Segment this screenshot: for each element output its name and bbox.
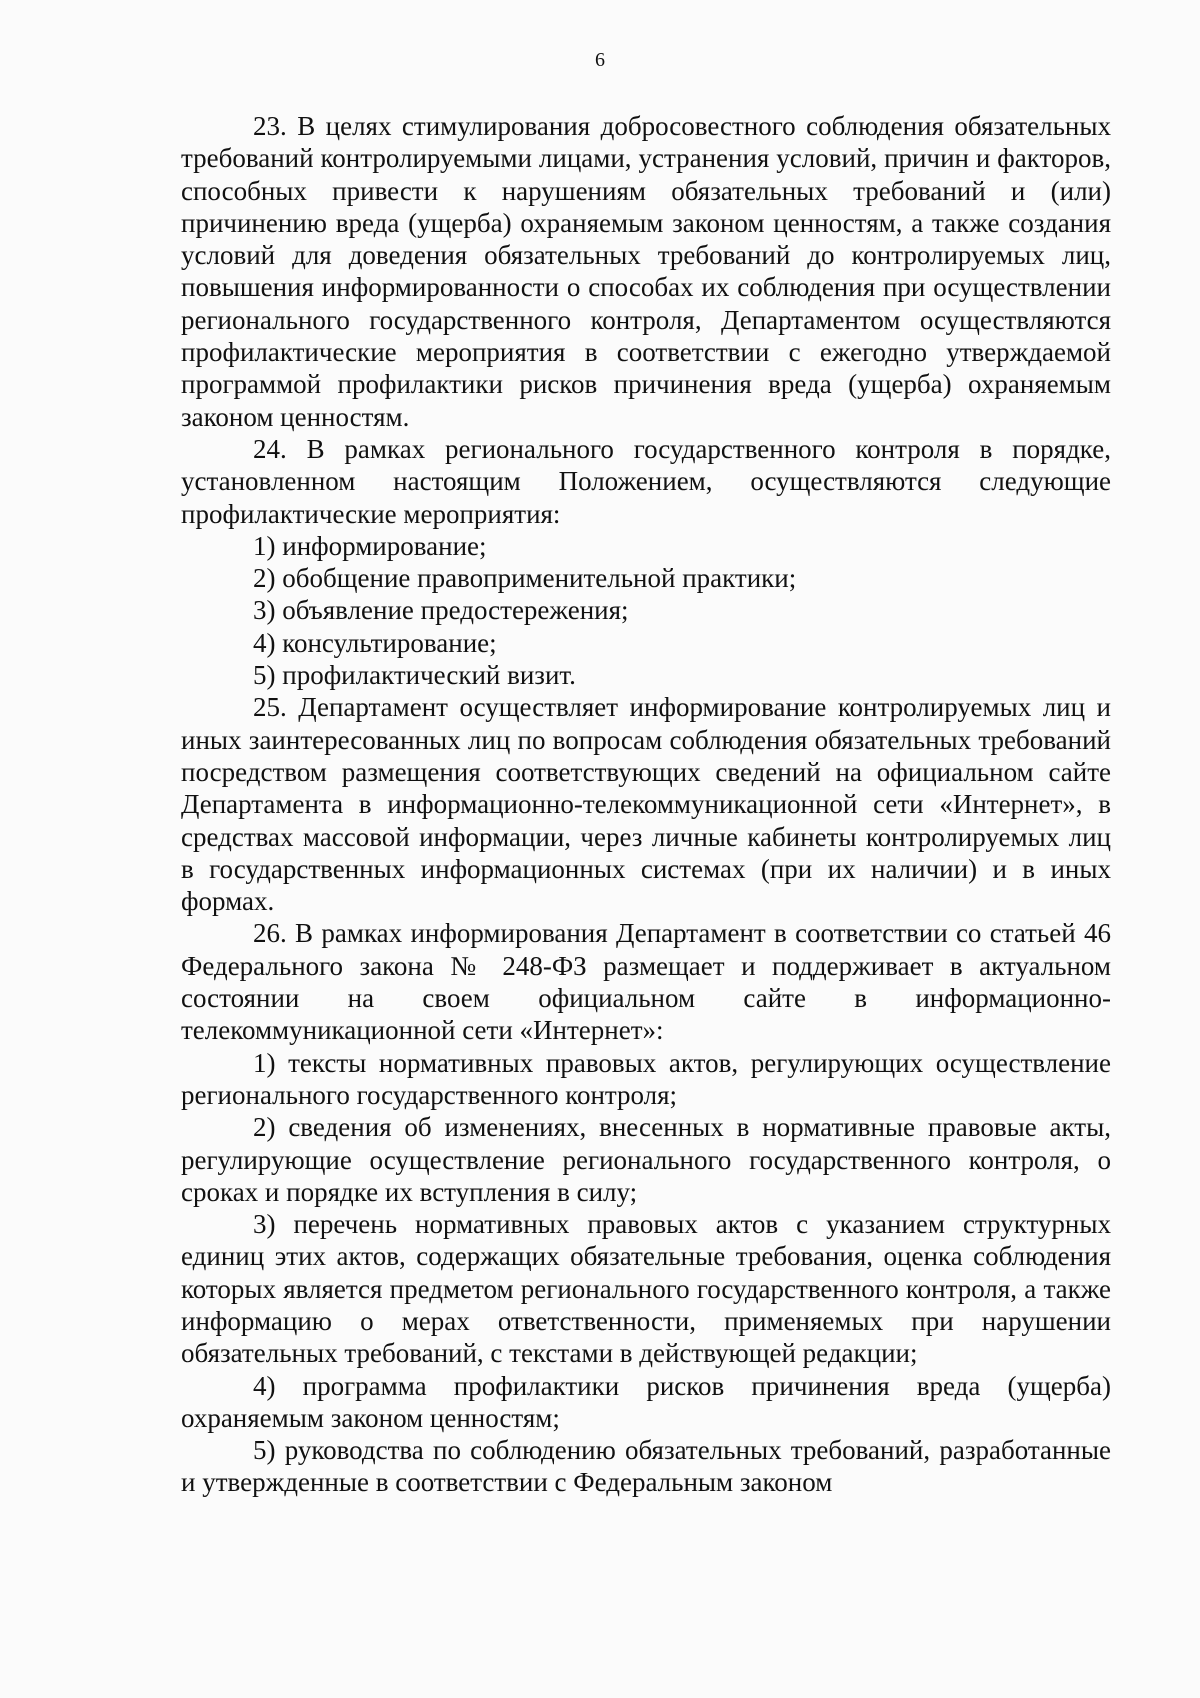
- paragraph: 3) перечень нормативных правовых актов с указанием структурных единиц этих актов, содержащих обязательные требования, оценка соблюдения которых является предметом регионального государственного контроля, а также информацию о мерах ответственности, применяемых при нарушении обязательных требований, с текстами в действующей редакции;: [181, 1209, 1111, 1369]
- paragraph: 1) тексты нормативных правовых актов, регулирующих осуществление регионального государственного контроля;: [181, 1047, 1111, 1110]
- paragraph: 5) руководства по соблюдению обязательных требований, разработанные и утвержденные в соответствии с Федеральным законом: [181, 1435, 1111, 1498]
- list-item: 2) обобщение правоприменительной практики;: [253, 563, 797, 594]
- paragraph: 23. В целях стимулирования добросовестного соблюдения обязательных требований контролируемыми лицами, устранения условий, причин и факторов, способных привести к нарушениям обязательных требований и (или) причинению вреда (ущерба) охраняемым законом ценностям, а также создания условий для доведения обязательных требований до контролируемых лиц, повышения информированности о способах их соблюдения при осуществлении регионального государственного контроля, Департаментом осуществляются профилактические мероприятия в соответствии с ежегодно утверждаемой программой профилактики рисков причинения вреда (ущерба) охраняемым законом ценностям.: [181, 111, 1111, 432]
- paragraph: 26. В рамках информирования Департамент в соответствии со статьей 46 Федерального закона № 248-ФЗ размещает и поддерживает в актуальном состоянии на своем официальном сайте в информационно-телекоммуникационной сети «Интернет»:: [181, 918, 1111, 1046]
- paragraph: 25. Департамент осуществляет информирование контролируемых лиц и иных заинтересованных лиц по вопросам соблюдения обязательных требований посредством размещения соответствующих сведений на официальном сайте Департамента в информационно-телекоммуникационной сети «Интернет», в средствах массовой информации, через личные кабинеты контролируемых лиц в государственных информационных системах (при их наличии) и в иных формах.: [181, 692, 1111, 917]
- list-item: 1) информирование;: [253, 530, 487, 561]
- page-number: 6: [595, 49, 605, 71]
- paragraph: 2) сведения об изменениях, внесенных в нормативные правовые акты, регулирующие осуществление регионального государственного контроля, о сроках и порядке их вступления в силу;: [181, 1112, 1111, 1207]
- list-item: 4) консультирование;: [253, 627, 497, 658]
- paragraph: 24. В рамках регионального государственного контроля в порядке, установленном настоящим Положением, осуществляются следующие профилактические мероприятия:: [181, 433, 1111, 529]
- paragraph: 4) программа профилактики рисков причинения вреда (ущерба) охраняемым законом ценностям;: [181, 1370, 1111, 1433]
- list-item: 3) объявление предостережения;: [253, 595, 629, 626]
- document-body: [181, 110, 1111, 1499]
- list-item: 5) профилактический визит.: [253, 660, 576, 691]
